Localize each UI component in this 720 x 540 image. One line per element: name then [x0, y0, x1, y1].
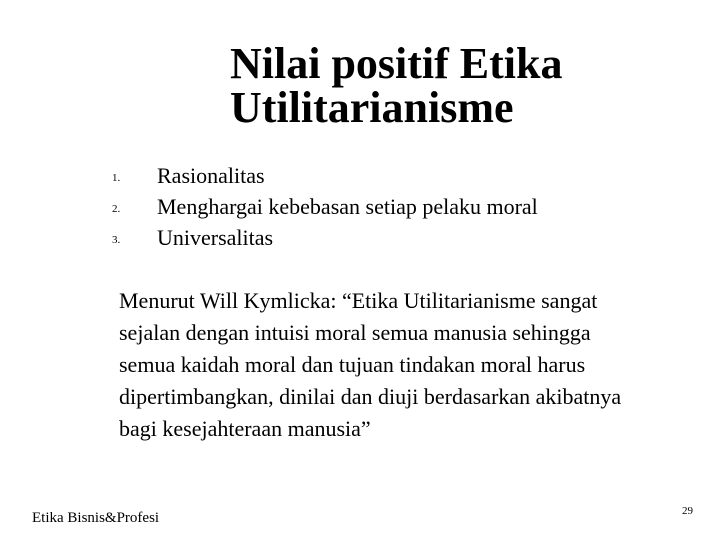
- list-item-text: Rasionalitas: [157, 163, 265, 188]
- footer-course-name: Etika Bisnis&Profesi: [32, 510, 160, 526]
- list-item-text: Universalitas: [157, 225, 274, 250]
- list-item-number: 3.: [112, 234, 121, 246]
- page-number: 29: [682, 505, 693, 517]
- list-item-number: 2.: [112, 203, 121, 215]
- slide-title-line-1: Nilai positif Etika: [230, 39, 563, 88]
- list-item-number: 1.: [112, 172, 121, 184]
- list-item-text: Menghargai kebebasan setiap pelaku moral: [157, 194, 538, 219]
- slide-title: [230, 39, 690, 132]
- quote-paragraph: Menurut Will Kymlicka: “Etika Utilitarianisme sangat sejalan dengan intuisi moral semua manusia sehingga semua kaidah moral dan tujuan tindakan moral harus dipertimbangkan, dinilai dan diuji berdasarkan akibatnya bagi kesejahteraan manusia”: [119, 288, 622, 441]
- slide-title-line-2: Utilitarianisme: [230, 83, 514, 132]
